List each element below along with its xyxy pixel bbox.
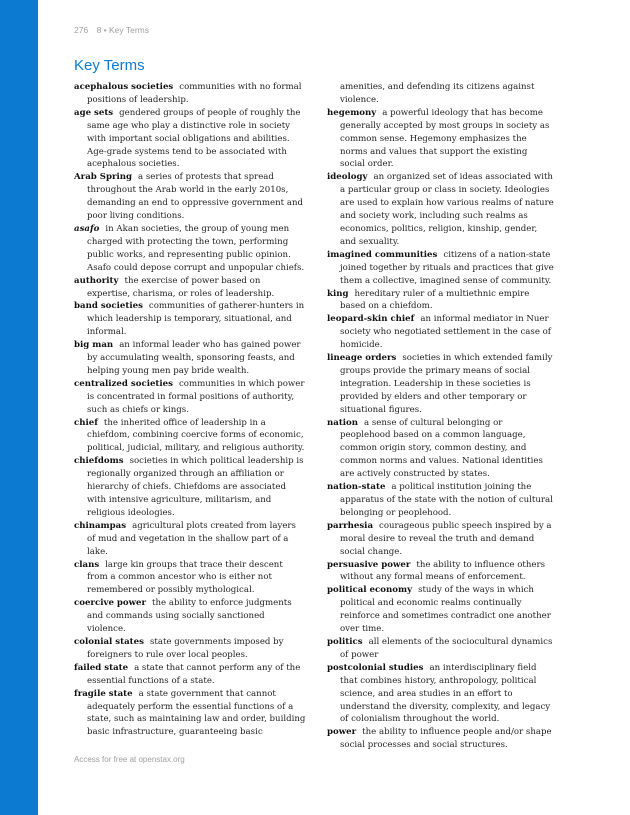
glossary-term: politics bbox=[327, 636, 363, 647]
glossary-entry bbox=[327, 313, 555, 352]
page-footer: Access for free at openstax.org bbox=[74, 755, 185, 764]
glossary-definition: a state that cannot perform any of the essential functions of a state. bbox=[87, 662, 301, 686]
glossary-definition: an informal mediator in Nuer society who negotiated settlement in the case of homicide. bbox=[340, 314, 551, 351]
glossary-term: band societies bbox=[74, 301, 143, 312]
glossary-entry bbox=[327, 636, 555, 662]
glossary-term: power bbox=[327, 727, 357, 738]
glossary-definition: an interdisciplinary field that combines history, anthropology, political science, and area studies in an effort to understand the diversity, complexity, and legacy of colonialism throughout the world. bbox=[340, 662, 551, 725]
glossary-entry bbox=[327, 81, 555, 107]
glossary-term: colonial states bbox=[74, 636, 144, 647]
glossary-term: imagined communities bbox=[327, 249, 438, 260]
glossary-term: chief bbox=[74, 417, 98, 428]
glossary-definition: a political institution joining the apparatus of the state with the notion of cultural belonging or peoplehood. bbox=[340, 482, 553, 518]
glossary-entry bbox=[74, 275, 306, 301]
glossary-term: centralized societies bbox=[74, 378, 173, 389]
glossary-term: asafo bbox=[74, 223, 100, 234]
glossary-term: leopard-skin chief bbox=[327, 314, 415, 325]
glossary-entry bbox=[327, 559, 555, 585]
glossary-definition: the ability to enforce judgments and commands using socially sanctioned violence. bbox=[87, 598, 292, 635]
page-sidebar-band bbox=[0, 0, 38, 815]
glossary-entry bbox=[74, 339, 306, 378]
glossary-term: coercive power bbox=[74, 598, 147, 609]
glossary-entry bbox=[74, 417, 306, 456]
glossary-entry bbox=[74, 171, 306, 223]
glossary-entry bbox=[327, 352, 555, 417]
glossary-definition: the ability to influence people and/or shape social processes and social structures. bbox=[340, 727, 552, 751]
glossary-entry bbox=[327, 249, 555, 288]
glossary-definition: an informal leader who has gained power by accumulating wealth, sponsoring feasts, and helping young men pay bride wealth. bbox=[87, 340, 301, 376]
glossary-term: chinampas bbox=[74, 520, 127, 531]
glossary-entry bbox=[327, 481, 555, 520]
glossary-definition: societies in which political leadership is regionally organized through an affiliation or hierarchy of chiefs. Chiefdoms are associated with intensive agriculture, militarism, and religious ideologies. bbox=[87, 456, 304, 518]
glossary-entry bbox=[327, 107, 555, 172]
glossary-term: acephalous societies bbox=[74, 82, 174, 92]
glossary-term: postcolonial studies bbox=[327, 662, 424, 673]
glossary-term: political economy bbox=[327, 585, 413, 596]
glossary-definition: all elements of the sociocultural dynamics of power bbox=[340, 636, 553, 660]
glossary-column-right bbox=[327, 81, 555, 752]
glossary-entry bbox=[74, 455, 306, 520]
glossary-definition: study of the ways in which political and economic realms continually reinforce and sometimes contradict one another over time. bbox=[340, 585, 551, 635]
glossary-definition: courageous public speech inspired by a moral desire to reveal the truth and demand social change. bbox=[340, 520, 552, 557]
glossary-definition: communities of gatherer-hunters in which leadership is temporary, situational, and informal. bbox=[87, 301, 305, 338]
glossary-term: clans bbox=[74, 559, 100, 570]
glossary-definition: gendered groups of people of roughly the same age who play a distinctive role in society with important social obligations and abilities. Age-grade systems tend to be associated with acephalous societies. bbox=[87, 107, 301, 170]
glossary-entry bbox=[74, 81, 306, 107]
page-number: 276 bbox=[74, 25, 89, 35]
glossary-definition: a sense of cultural belonging or peoplehood based on a common language, common origin story, common destiny, and common norms and values. National identities are actively constructed by states. bbox=[340, 417, 543, 480]
chapter-label: 8 • Key Terms bbox=[96, 25, 149, 35]
glossary-definition: a powerful ideology that has become generally accepted by most groups in society as common sense. Hegemony emphasizes the norms and values that support the existing social order. bbox=[340, 107, 550, 170]
glossary-column-left bbox=[74, 81, 306, 739]
glossary-entry bbox=[327, 520, 555, 559]
glossary-term: lineage orders bbox=[327, 353, 397, 364]
glossary-definition: agricultural plots created from layers of mud and vegetation in the shallow part of a lake. bbox=[87, 520, 296, 557]
glossary-entry bbox=[327, 662, 555, 727]
glossary-entry bbox=[327, 417, 555, 482]
glossary-term: king bbox=[327, 288, 349, 299]
glossary-definition: the exercise of power based on expertise, charisma, or roles of leadership. bbox=[87, 275, 275, 299]
glossary-entry bbox=[74, 223, 306, 275]
glossary-definition: an organized set of ideas associated with a particular group or class in society. Ideologies are used to explain how various realms of nature and society work, including such realms as economics, politics, religion, kinship, gender, and sexuality. bbox=[340, 172, 554, 247]
glossary-definition: in Akan societies, the group of young men charged with protecting the town, performing public works, and representing public opinion. Asafo could depose corrupt and unpopular chiefs. bbox=[87, 223, 305, 273]
glossary-term: Arab Spring bbox=[74, 172, 133, 183]
glossary-definition: a series of protests that spread throughout the Arab world in the early 2010s, demanding an end to oppressive government and poor living conditions. bbox=[87, 172, 303, 222]
running-header bbox=[74, 25, 149, 35]
section-title: Key Terms bbox=[74, 57, 145, 74]
glossary-entry bbox=[327, 726, 555, 752]
glossary-definition: hereditary ruler of a multiethnic empire based on a chiefdom. bbox=[340, 288, 530, 312]
glossary-definition: amenities, and defending its citizens against violence. bbox=[340, 82, 535, 105]
glossary-term: nation-state bbox=[327, 482, 386, 493]
glossary-definition: the ability to influence others without any formal means of enforcement. bbox=[340, 559, 546, 583]
glossary-definition: a state government that cannot adequately perform the essential functions of a state, such as maintaining law and order, building basic infrastructure, guaranteeing basic bbox=[87, 688, 306, 738]
glossary-term: failed state bbox=[74, 662, 129, 673]
glossary-entry bbox=[74, 597, 306, 636]
glossary-entry bbox=[74, 636, 306, 662]
glossary-term: big man bbox=[74, 340, 114, 351]
glossary-term: hegemony bbox=[327, 107, 377, 118]
glossary-term: nation bbox=[327, 417, 359, 428]
glossary-entry bbox=[74, 559, 306, 598]
glossary-entry bbox=[74, 520, 306, 559]
glossary-term: age sets bbox=[74, 107, 114, 118]
glossary-term: fragile state bbox=[74, 688, 133, 699]
glossary-entry bbox=[74, 662, 306, 688]
glossary-term: ideology bbox=[327, 172, 368, 183]
glossary-definition: societies in which extended family groups provide the primary means of social integration. Leadership in these societies is provided by elders and other temporary or situational figures. bbox=[340, 353, 553, 415]
glossary-entry bbox=[327, 584, 555, 636]
glossary-definition: citizens of a nation-state joined together by rituals and practices that give them a collective, imagined sense of community. bbox=[340, 249, 554, 286]
glossary-entry bbox=[74, 378, 306, 417]
glossary-entry bbox=[327, 171, 555, 248]
glossary-term: parrhesia bbox=[327, 520, 374, 531]
glossary-term: authority bbox=[74, 275, 119, 286]
glossary-definition: communities in which power is concentrated in formal positions of authority, such as chiefs or kings. bbox=[87, 378, 305, 415]
glossary-entry bbox=[74, 107, 306, 172]
glossary-entry bbox=[327, 288, 555, 314]
glossary-term: chiefdoms bbox=[74, 456, 124, 467]
glossary-entry bbox=[74, 688, 306, 740]
glossary-definition: large kin groups that trace their descent from a common ancestor who is either not remembered or possibly mythological. bbox=[87, 559, 283, 596]
glossary-definition: communities with no formal positions of leadership. bbox=[87, 82, 302, 105]
glossary-definition: state governments imposed by foreigners to rule over local peoples. bbox=[87, 636, 284, 660]
glossary-term: persuasive power bbox=[327, 559, 411, 570]
glossary-definition: the inherited office of leadership in a chiefdom, combining coercive forms of economic, political, judicial, military, and religious authority. bbox=[87, 417, 305, 454]
glossary-entry bbox=[74, 300, 306, 339]
